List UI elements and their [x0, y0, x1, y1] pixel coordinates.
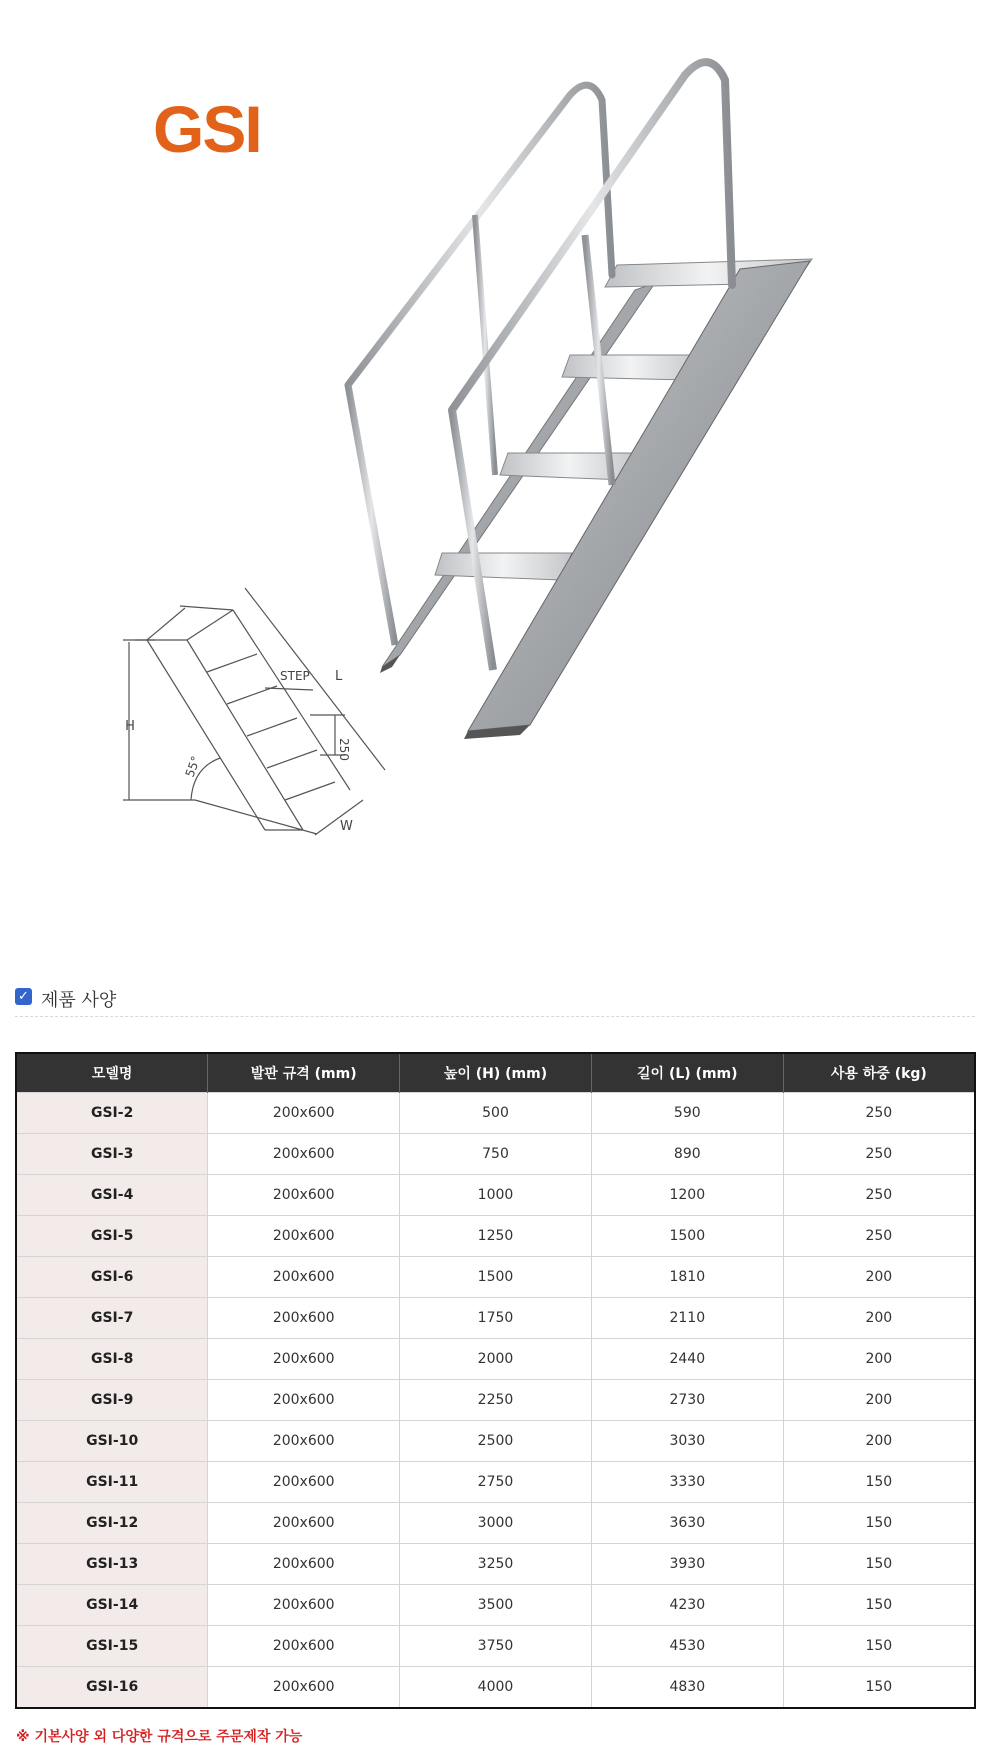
- model-cell: GSI-7: [16, 1298, 208, 1339]
- model-cell: GSI-6: [16, 1257, 208, 1298]
- load-cell: 200: [783, 1421, 975, 1462]
- custom-order-footnote: ※ 기본사양 외 다양한 규격으로 주문제작 가능: [16, 1729, 303, 1745]
- model-cell: GSI-5: [16, 1216, 208, 1257]
- step-size-cell: 200x600: [208, 1503, 400, 1544]
- length-cell: 590: [591, 1093, 783, 1134]
- load-cell: 150: [783, 1667, 975, 1709]
- model-cell: GSI-11: [16, 1462, 208, 1503]
- step-size-cell: 200x600: [208, 1544, 400, 1585]
- table-row: [16, 1626, 975, 1667]
- step-size-cell: 200x600: [208, 1134, 400, 1175]
- height-cell: 3750: [400, 1626, 592, 1667]
- length-cell: 4830: [591, 1667, 783, 1709]
- height-cell: 750: [400, 1134, 592, 1175]
- model-cell: GSI-2: [16, 1093, 208, 1134]
- step-size-cell: 200x600: [208, 1462, 400, 1503]
- table-row: [16, 1503, 975, 1544]
- height-cell: 3000: [400, 1503, 592, 1544]
- length-cell: 2110: [591, 1298, 783, 1339]
- load-cell: 250: [783, 1175, 975, 1216]
- height-cell: 4000: [400, 1667, 592, 1709]
- table-row: [16, 1175, 975, 1216]
- table-row: [16, 1462, 975, 1503]
- model-cell: GSI-14: [16, 1585, 208, 1626]
- table-row: [16, 1544, 975, 1585]
- load-cell: 200: [783, 1257, 975, 1298]
- table-row: [16, 1585, 975, 1626]
- length-cell: 3330: [591, 1462, 783, 1503]
- length-cell: 1810: [591, 1257, 783, 1298]
- model-cell: GSI-4: [16, 1175, 208, 1216]
- spec-table: [15, 1052, 976, 1709]
- load-cell: 200: [783, 1298, 975, 1339]
- stair-ladder-photo: [380, 55, 920, 825]
- col-header-step-size: 발판 규격 (mm): [208, 1053, 400, 1093]
- load-cell: 150: [783, 1585, 975, 1626]
- load-cell: 150: [783, 1626, 975, 1667]
- model-cell: GSI-9: [16, 1380, 208, 1421]
- length-cell: 4230: [591, 1585, 783, 1626]
- length-cell: 3030: [591, 1421, 783, 1462]
- length-cell: 3930: [591, 1544, 783, 1585]
- model-cell: GSI-16: [16, 1667, 208, 1709]
- step-size-cell: 200x600: [208, 1216, 400, 1257]
- load-cell: 250: [783, 1216, 975, 1257]
- height-cell: 2250: [400, 1380, 592, 1421]
- step-size-cell: 200x600: [208, 1175, 400, 1216]
- table-row: [16, 1257, 975, 1298]
- table-row: [16, 1380, 975, 1421]
- height-cell: 3500: [400, 1585, 592, 1626]
- diagram-label-step-height: 250: [337, 738, 351, 761]
- height-cell: 1500: [400, 1257, 592, 1298]
- product-title: GSI: [153, 92, 261, 166]
- length-cell: 1500: [591, 1216, 783, 1257]
- load-cell: 150: [783, 1462, 975, 1503]
- length-cell: 2440: [591, 1339, 783, 1380]
- table-row: [16, 1093, 975, 1134]
- load-cell: 250: [783, 1134, 975, 1175]
- col-header-height: 높이 (H) (mm): [400, 1053, 592, 1093]
- model-cell: GSI-3: [16, 1134, 208, 1175]
- length-cell: 890: [591, 1134, 783, 1175]
- spec-section-header: [15, 986, 975, 1017]
- step-size-cell: 200x600: [208, 1257, 400, 1298]
- table-row: [16, 1216, 975, 1257]
- height-cell: 1250: [400, 1216, 592, 1257]
- length-cell: 1200: [591, 1175, 783, 1216]
- height-cell: 2000: [400, 1339, 592, 1380]
- load-cell: 150: [783, 1503, 975, 1544]
- height-cell: 1000: [400, 1175, 592, 1216]
- height-cell: 2750: [400, 1462, 592, 1503]
- step-size-cell: 200x600: [208, 1093, 400, 1134]
- step-size-cell: 200x600: [208, 1667, 400, 1709]
- stair-dimension-diagram: [125, 660, 450, 950]
- step-size-cell: 200x600: [208, 1626, 400, 1667]
- step-size-cell: 200x600: [208, 1339, 400, 1380]
- diagram-label-w: W: [340, 819, 353, 834]
- length-cell: 2730: [591, 1380, 783, 1421]
- col-header-load: 사용 하중 (kg): [783, 1053, 975, 1093]
- step-size-cell: 200x600: [208, 1380, 400, 1421]
- diagram-label-angle: 55°: [182, 754, 204, 780]
- model-cell: GSI-15: [16, 1626, 208, 1667]
- height-cell: 1750: [400, 1298, 592, 1339]
- height-cell: 500: [400, 1093, 592, 1134]
- load-cell: 200: [783, 1339, 975, 1380]
- height-cell: 3250: [400, 1544, 592, 1585]
- diagram-label-h: H: [125, 719, 135, 734]
- model-cell: GSI-10: [16, 1421, 208, 1462]
- table-row: [16, 1134, 975, 1175]
- height-cell: 2500: [400, 1421, 592, 1462]
- col-header-model: 모델명: [16, 1053, 208, 1093]
- table-row: [16, 1421, 975, 1462]
- model-cell: GSI-12: [16, 1503, 208, 1544]
- step-size-cell: 200x600: [208, 1298, 400, 1339]
- step-size-cell: 200x600: [208, 1421, 400, 1462]
- checkbox-icon: ✓: [15, 988, 32, 1005]
- model-cell: GSI-13: [16, 1544, 208, 1585]
- table-row: [16, 1298, 975, 1339]
- table-row: [16, 1339, 975, 1380]
- load-cell: 200: [783, 1380, 975, 1421]
- spec-section-title: 제품 사양: [41, 990, 117, 1011]
- step-size-cell: 200x600: [208, 1585, 400, 1626]
- load-cell: 150: [783, 1544, 975, 1585]
- diagram-label-l: L: [335, 669, 343, 684]
- load-cell: 250: [783, 1093, 975, 1134]
- col-header-length: 길이 (L) (mm): [591, 1053, 783, 1093]
- table-row: [16, 1667, 975, 1709]
- model-cell: GSI-8: [16, 1339, 208, 1380]
- length-cell: 4530: [591, 1626, 783, 1667]
- spec-table-header-row: [16, 1053, 975, 1093]
- diagram-label-step: STEP: [280, 669, 310, 683]
- length-cell: 3630: [591, 1503, 783, 1544]
